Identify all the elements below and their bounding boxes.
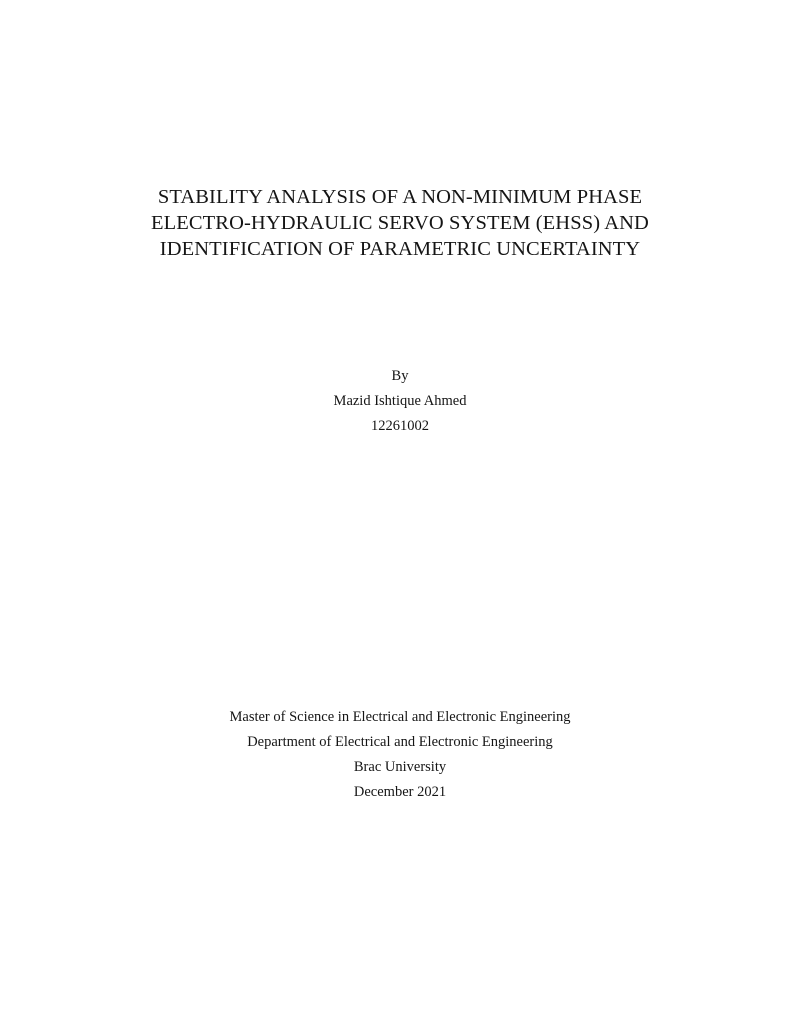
university-name: Brac University	[353, 759, 447, 775]
department-name: Department of Electrical and Electronic Engineering	[247, 734, 553, 750]
thesis-title-line-2: ELECTRO-HYDRAULIC SERVO SYSTEM (EHSS) AND	[151, 212, 649, 234]
degree-section	[0, 705, 800, 805]
thesis-title	[0, 184, 800, 262]
thesis-title-line-3: IDENTIFICATION OF PARAMETRIC UNCERTAINTY	[159, 238, 641, 260]
degree-program: Master of Science in Electrical and Electronic Engineering	[229, 709, 571, 725]
student-id: 12261002	[371, 418, 429, 434]
author-section	[0, 364, 800, 439]
thesis-title-line-1: STABILITY ANALYSIS OF A NON-MINIMUM PHASE	[157, 186, 643, 208]
by-label: By	[391, 368, 409, 384]
author-name: Mazid Ishtique Ahmed	[333, 393, 467, 409]
submission-date: December 2021	[353, 784, 447, 800]
